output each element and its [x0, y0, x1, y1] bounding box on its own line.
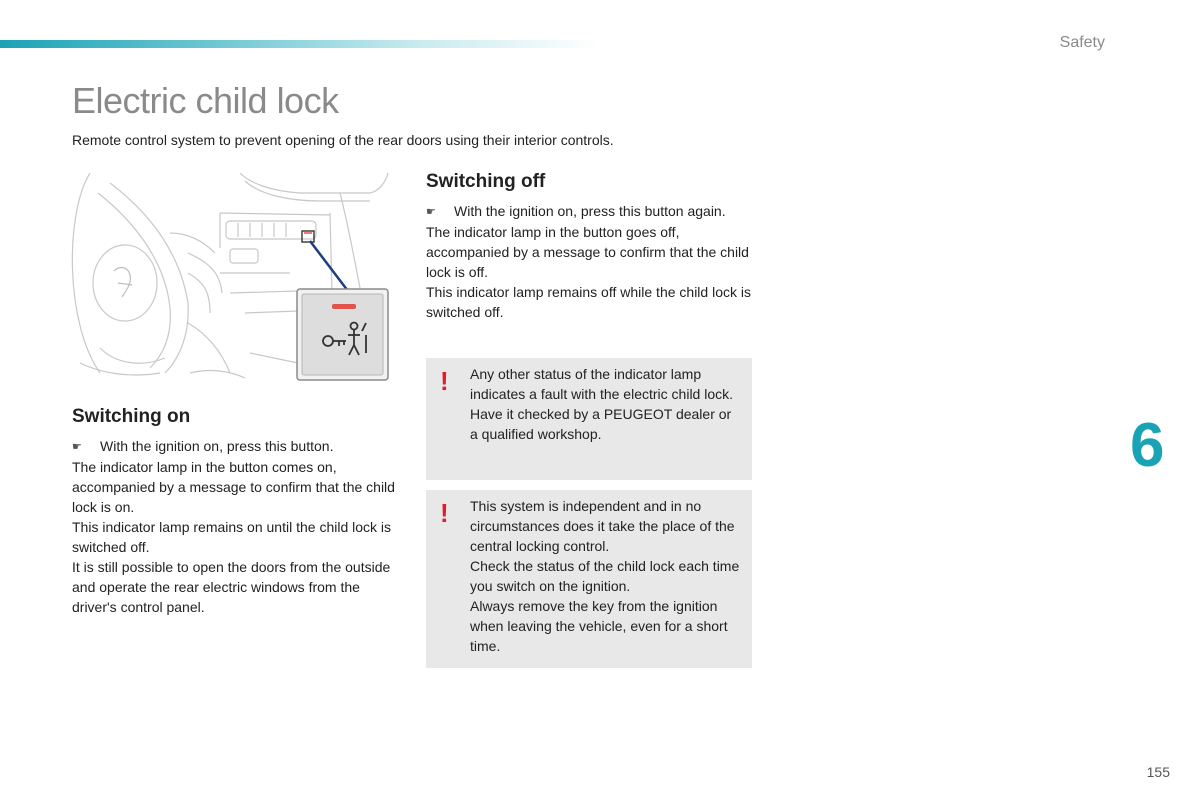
switching-on-line: It is still possible to open the doors from the outside and operate the rear electric windows from the driver's control panel. — [72, 559, 391, 615]
switching-on-line: The indicator lamp in the button comes on, accompanied by a message to confirm that the child lock is on. — [72, 459, 395, 515]
switching-on-heading: Switching on — [72, 406, 191, 427]
header-accent-bar — [0, 40, 600, 48]
intro-text: Remote control system to prevent opening of the rear doors using their interior controls. — [72, 132, 614, 148]
warning-line: Always remove the key from the ignition when leaving the vehicle, even for a short time. — [470, 598, 728, 654]
switching-off-step — [426, 201, 756, 222]
exclamation-icon: ! — [440, 366, 449, 396]
warning-line: Any other status of the indicator lamp indicates a fault with the electric child lock. — [470, 366, 734, 402]
switching-off-heading: Switching off — [426, 171, 546, 192]
switching-off-section — [426, 171, 756, 322]
switching-on-section — [72, 406, 402, 617]
exclamation-icon: ! — [440, 498, 449, 528]
switching-off-bullet-text: With the ignition on, press this button again. — [454, 203, 726, 219]
warning-line: Check the status of the child lock each time you switch on the ignition. — [470, 558, 740, 594]
warning-box-independent — [426, 490, 752, 668]
section-label: Safety — [1059, 34, 1105, 51]
pointing-hand-icon: ☛ — [72, 441, 82, 453]
pointing-hand-icon: ☛ — [426, 206, 436, 218]
switching-on-bullet-text: With the ignition on, press this button. — [100, 438, 334, 454]
warning-line: Have it checked by a PEUGEOT dealer or a qualified workshop. — [470, 406, 732, 442]
dashboard-illustration — [70, 173, 392, 383]
switching-on-line: This indicator lamp remains on until the child lock is switched off. — [72, 519, 392, 555]
chapter-number: 6 — [1130, 411, 1165, 480]
page-number: 155 — [1146, 764, 1170, 780]
warning-line: This system is independent and in no circumstances does it take the place of the central locking control. — [470, 498, 735, 554]
switching-off-line: The indicator lamp in the button goes off, accompanied by a message to confirm that the child lock is off. — [426, 224, 749, 280]
page-title: Electric child lock — [72, 80, 339, 121]
switching-off-line: This indicator lamp remains off while the child lock is switched off. — [426, 284, 751, 320]
switching-on-step — [72, 436, 402, 457]
warning-box-fault — [426, 358, 752, 480]
